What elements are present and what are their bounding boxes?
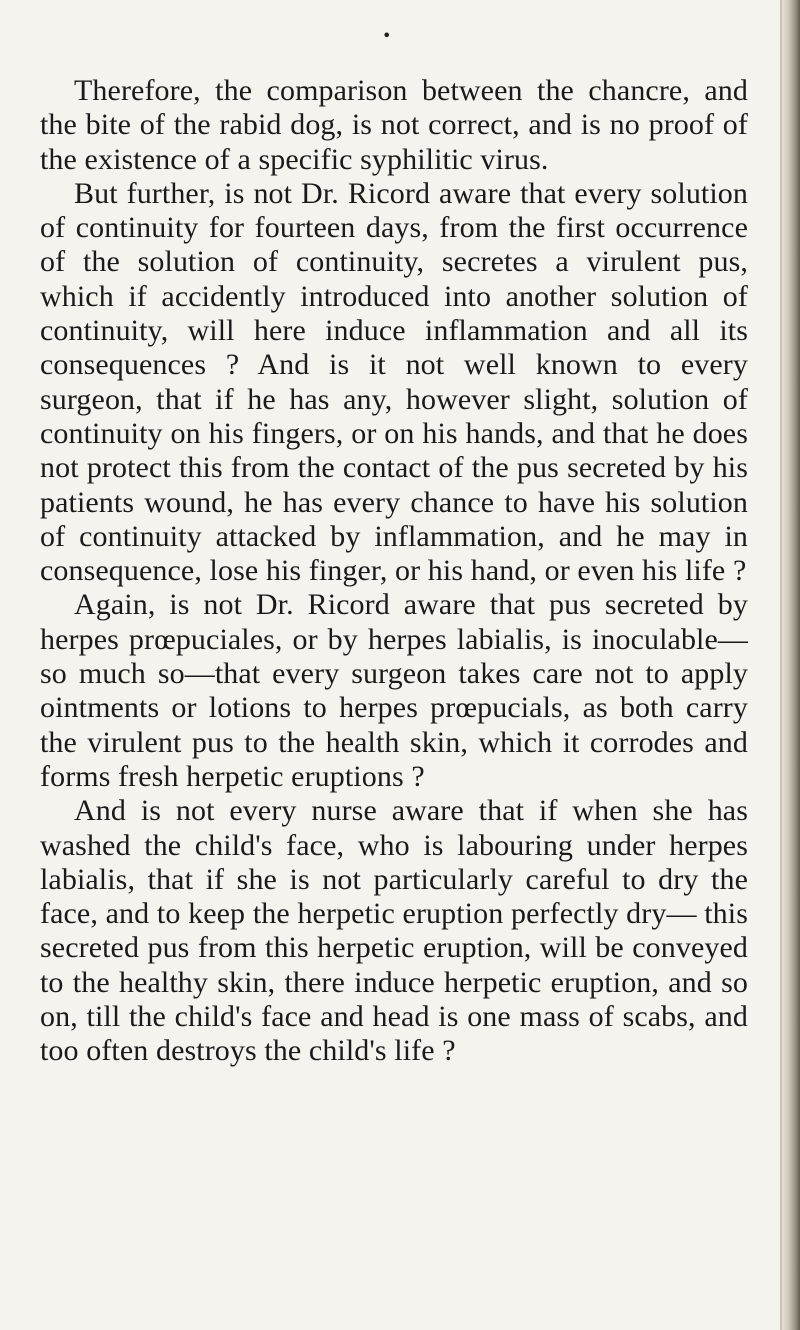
page-edge <box>782 0 800 1330</box>
paragraph-4: And is not every nurse aware that if when she has washed the child's face, who is labouring under herpes labialis, that if she is not particularly careful to dry the face, and to keep the herpetic eruption perfectly dry— this secreted pus from this herpetic eruption, will be conveyed to the healthy skin, there induce herpetic eruption, and so on, till the child's face and head is one mass of scabs, and too often destroys the child's life ? <box>40 794 748 1068</box>
paragraph-3: Again, is not Dr. Ricord aware that pus secreted by herpes prœpuciales, or by herpes labialis, is inoculable— so much so—that every surgeon takes care not to apply ointments or lotions to herpes prœpucials, as both carry the virulent pus to the health skin, which it corrodes and forms fresh herpetic eruptions ? <box>40 588 748 793</box>
page-marker: • <box>382 26 392 45</box>
paragraph-1: Therefore, the comparison between the chancre, and the bite of the rabid dog, is not correct, and is no proof of the existence of a specific syphilitic virus. <box>40 74 748 176</box>
paragraph-2: But further, is not Dr. Ricord aware that every solution of continuity for fourteen days, from the first occurrence of the solution of continuity, secretes a virulent pus, which if accidently introduced into another solution of continuity, will here induce inflammation and all its consequences ? And is it not well known to every surgeon, that if he has any, however slight, solution of continuity on his fingers, or on his hands, and that he does not protect this from the contact of the pus secreted by his patients wound, he has every chance to have his solution of continuity attacked by inflammation, and he may in consequence, lose his finger, or his hand, or even his life ? <box>40 176 748 588</box>
body-text <box>40 74 748 1069</box>
